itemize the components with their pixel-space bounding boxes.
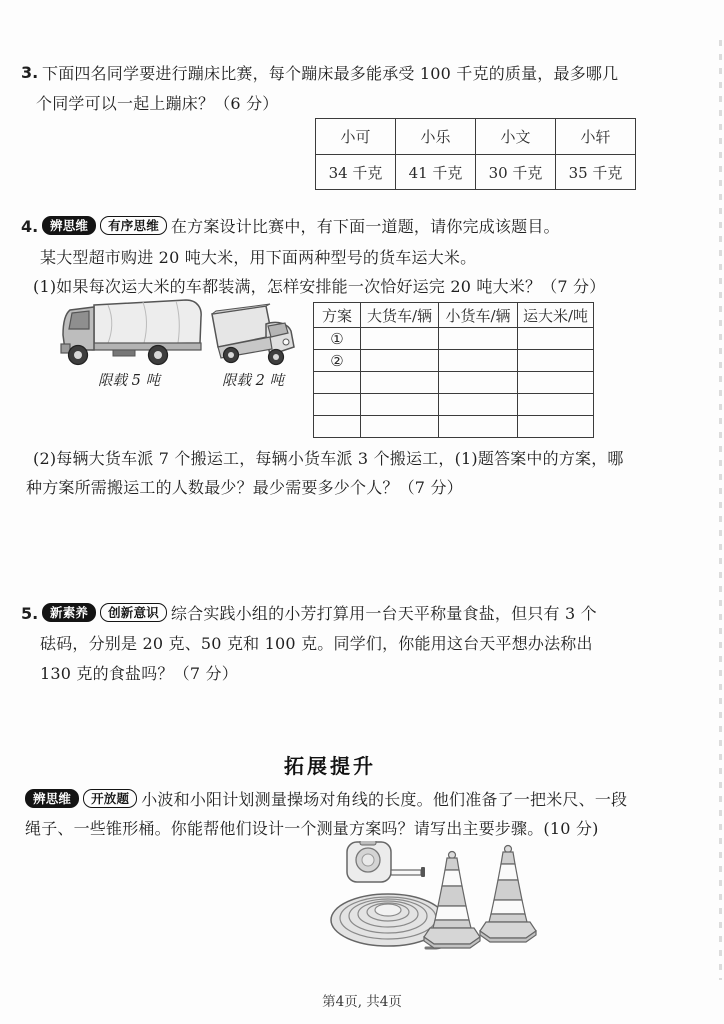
q3-col-header: 小文 — [476, 119, 556, 155]
q3-text-line1: 下面四名同学要进行蹦床比赛，每个蹦床最多能承受 100 千克的质量，最多哪几 — [42, 64, 619, 83]
extension-line1-text: 小波和小阳计划测量操场对角线的长度。他们准备了一把米尺、一段 — [141, 790, 628, 809]
q4-badge-thinking: 辨思维 — [42, 216, 96, 235]
q3-weight-value: 30 千克 — [476, 155, 556, 190]
q4-empty-cell — [439, 394, 518, 416]
extension-badge-open-question: 开放题 — [83, 789, 137, 808]
q5-line1 — [42, 603, 597, 625]
q4-plan-label: ② — [314, 350, 361, 372]
table-row — [316, 155, 636, 190]
q4-plan-label — [314, 416, 361, 438]
q4-empty-cell — [361, 416, 439, 438]
q4-empty-cell — [361, 328, 439, 350]
q4-plan-label — [314, 394, 361, 416]
extension-line2: 绳子、一些锥形桶。你能帮他们设计一个测量方案吗？请写出主要步骤。(10 分) — [25, 819, 599, 838]
q4-empty-cell — [439, 372, 518, 394]
q4-plan-label: ① — [314, 328, 361, 350]
big-truck-illustration — [58, 297, 210, 367]
q4-empty-cell — [518, 328, 594, 350]
table-row — [314, 328, 594, 350]
q5-number: 5. — [21, 604, 39, 623]
q5-badge-literacy: 新素养 — [42, 603, 96, 622]
q4-empty-cell — [361, 372, 439, 394]
q4-col-header: 方案 — [314, 303, 361, 328]
q5-line1-text: 综合实践小组的小芳打算用一台天平称量食盐，但只有 3 个 — [170, 604, 597, 623]
q3-text-line2: 个同学可以一起上蹦床？（6 分） — [36, 94, 279, 113]
table-row — [314, 394, 594, 416]
q4-col-header: 大货车/辆 — [361, 303, 439, 328]
q3-weight-value: 34 千克 — [316, 155, 396, 190]
extension-badge-thinking: 辨思维 — [25, 789, 79, 808]
q4-context-line: 某大型超市购进 20 吨大米，用下面两种型号的货车运大米。 — [40, 248, 477, 267]
table-row — [314, 416, 594, 438]
q4-plan-table — [313, 302, 594, 438]
q4-intro-text: 在方案设计比赛中，有下面一道题，请你完成该题目。 — [170, 217, 560, 236]
q4-empty-cell — [361, 394, 439, 416]
table-row — [314, 350, 594, 372]
q4-part2-line1: (2)每辆大货车派 7 个搬运工，每辆小货车派 3 个搬运工，(1)题答案中的方案，哪 — [33, 449, 624, 468]
q3-number: 3. — [21, 63, 39, 82]
q4-intro-line — [42, 216, 560, 238]
table-row — [316, 119, 636, 155]
q3-col-header: 小乐 — [396, 119, 476, 155]
extension-section-title: 拓展提升 — [284, 754, 376, 778]
q4-empty-cell — [439, 350, 518, 372]
q4-number: 4. — [21, 217, 39, 236]
q5-line3: 130 克的食盐吗？（7 分） — [40, 664, 238, 683]
q4-empty-cell — [439, 416, 518, 438]
traffic-cones-illustration — [422, 842, 550, 962]
q4-plan-label — [314, 372, 361, 394]
table-row — [314, 303, 594, 328]
q4-empty-cell — [518, 416, 594, 438]
q3-weight-table — [315, 118, 636, 190]
q3-col-header: 小可 — [316, 119, 396, 155]
q3-weight-value: 35 千克 — [556, 155, 636, 190]
q4-empty-cell — [518, 350, 594, 372]
table-row — [314, 372, 594, 394]
q4-empty-cell — [518, 372, 594, 394]
page-number-footer: 第4页, 共4页 — [322, 994, 402, 1010]
q3-col-header: 小轩 — [556, 119, 636, 155]
q4-part2-line2: 种方案所需搬运工的人数最少？最少需要多少个人？（7 分） — [26, 478, 463, 497]
q3-weight-value: 41 千克 — [396, 155, 476, 190]
q4-col-header: 运大米/吨 — [518, 303, 594, 328]
small-truck-caption: 限载 2 吨 — [222, 373, 284, 389]
q5-badge-innovation: 创新意识 — [100, 603, 167, 622]
q5-line2: 砝码，分别是 20 克、50 克和 100 克。同学们，你能用这台天平想办法称出 — [40, 634, 593, 653]
q4-empty-cell — [361, 350, 439, 372]
q4-badge-ordered-thinking: 有序思维 — [100, 216, 167, 235]
extension-line1 — [25, 789, 627, 811]
q4-part1-line: (1)如果每次运大米的车都装满，怎样安排能一次恰好运完 20 吨大米？（7 分） — [33, 277, 606, 296]
q4-empty-cell — [439, 328, 518, 350]
q4-col-header: 小货车/辆 — [439, 303, 518, 328]
q4-empty-cell — [518, 394, 594, 416]
small-truck-illustration — [206, 302, 308, 366]
scan-edge-artifact — [719, 40, 722, 980]
big-truck-caption: 限载 5 吨 — [98, 373, 160, 389]
